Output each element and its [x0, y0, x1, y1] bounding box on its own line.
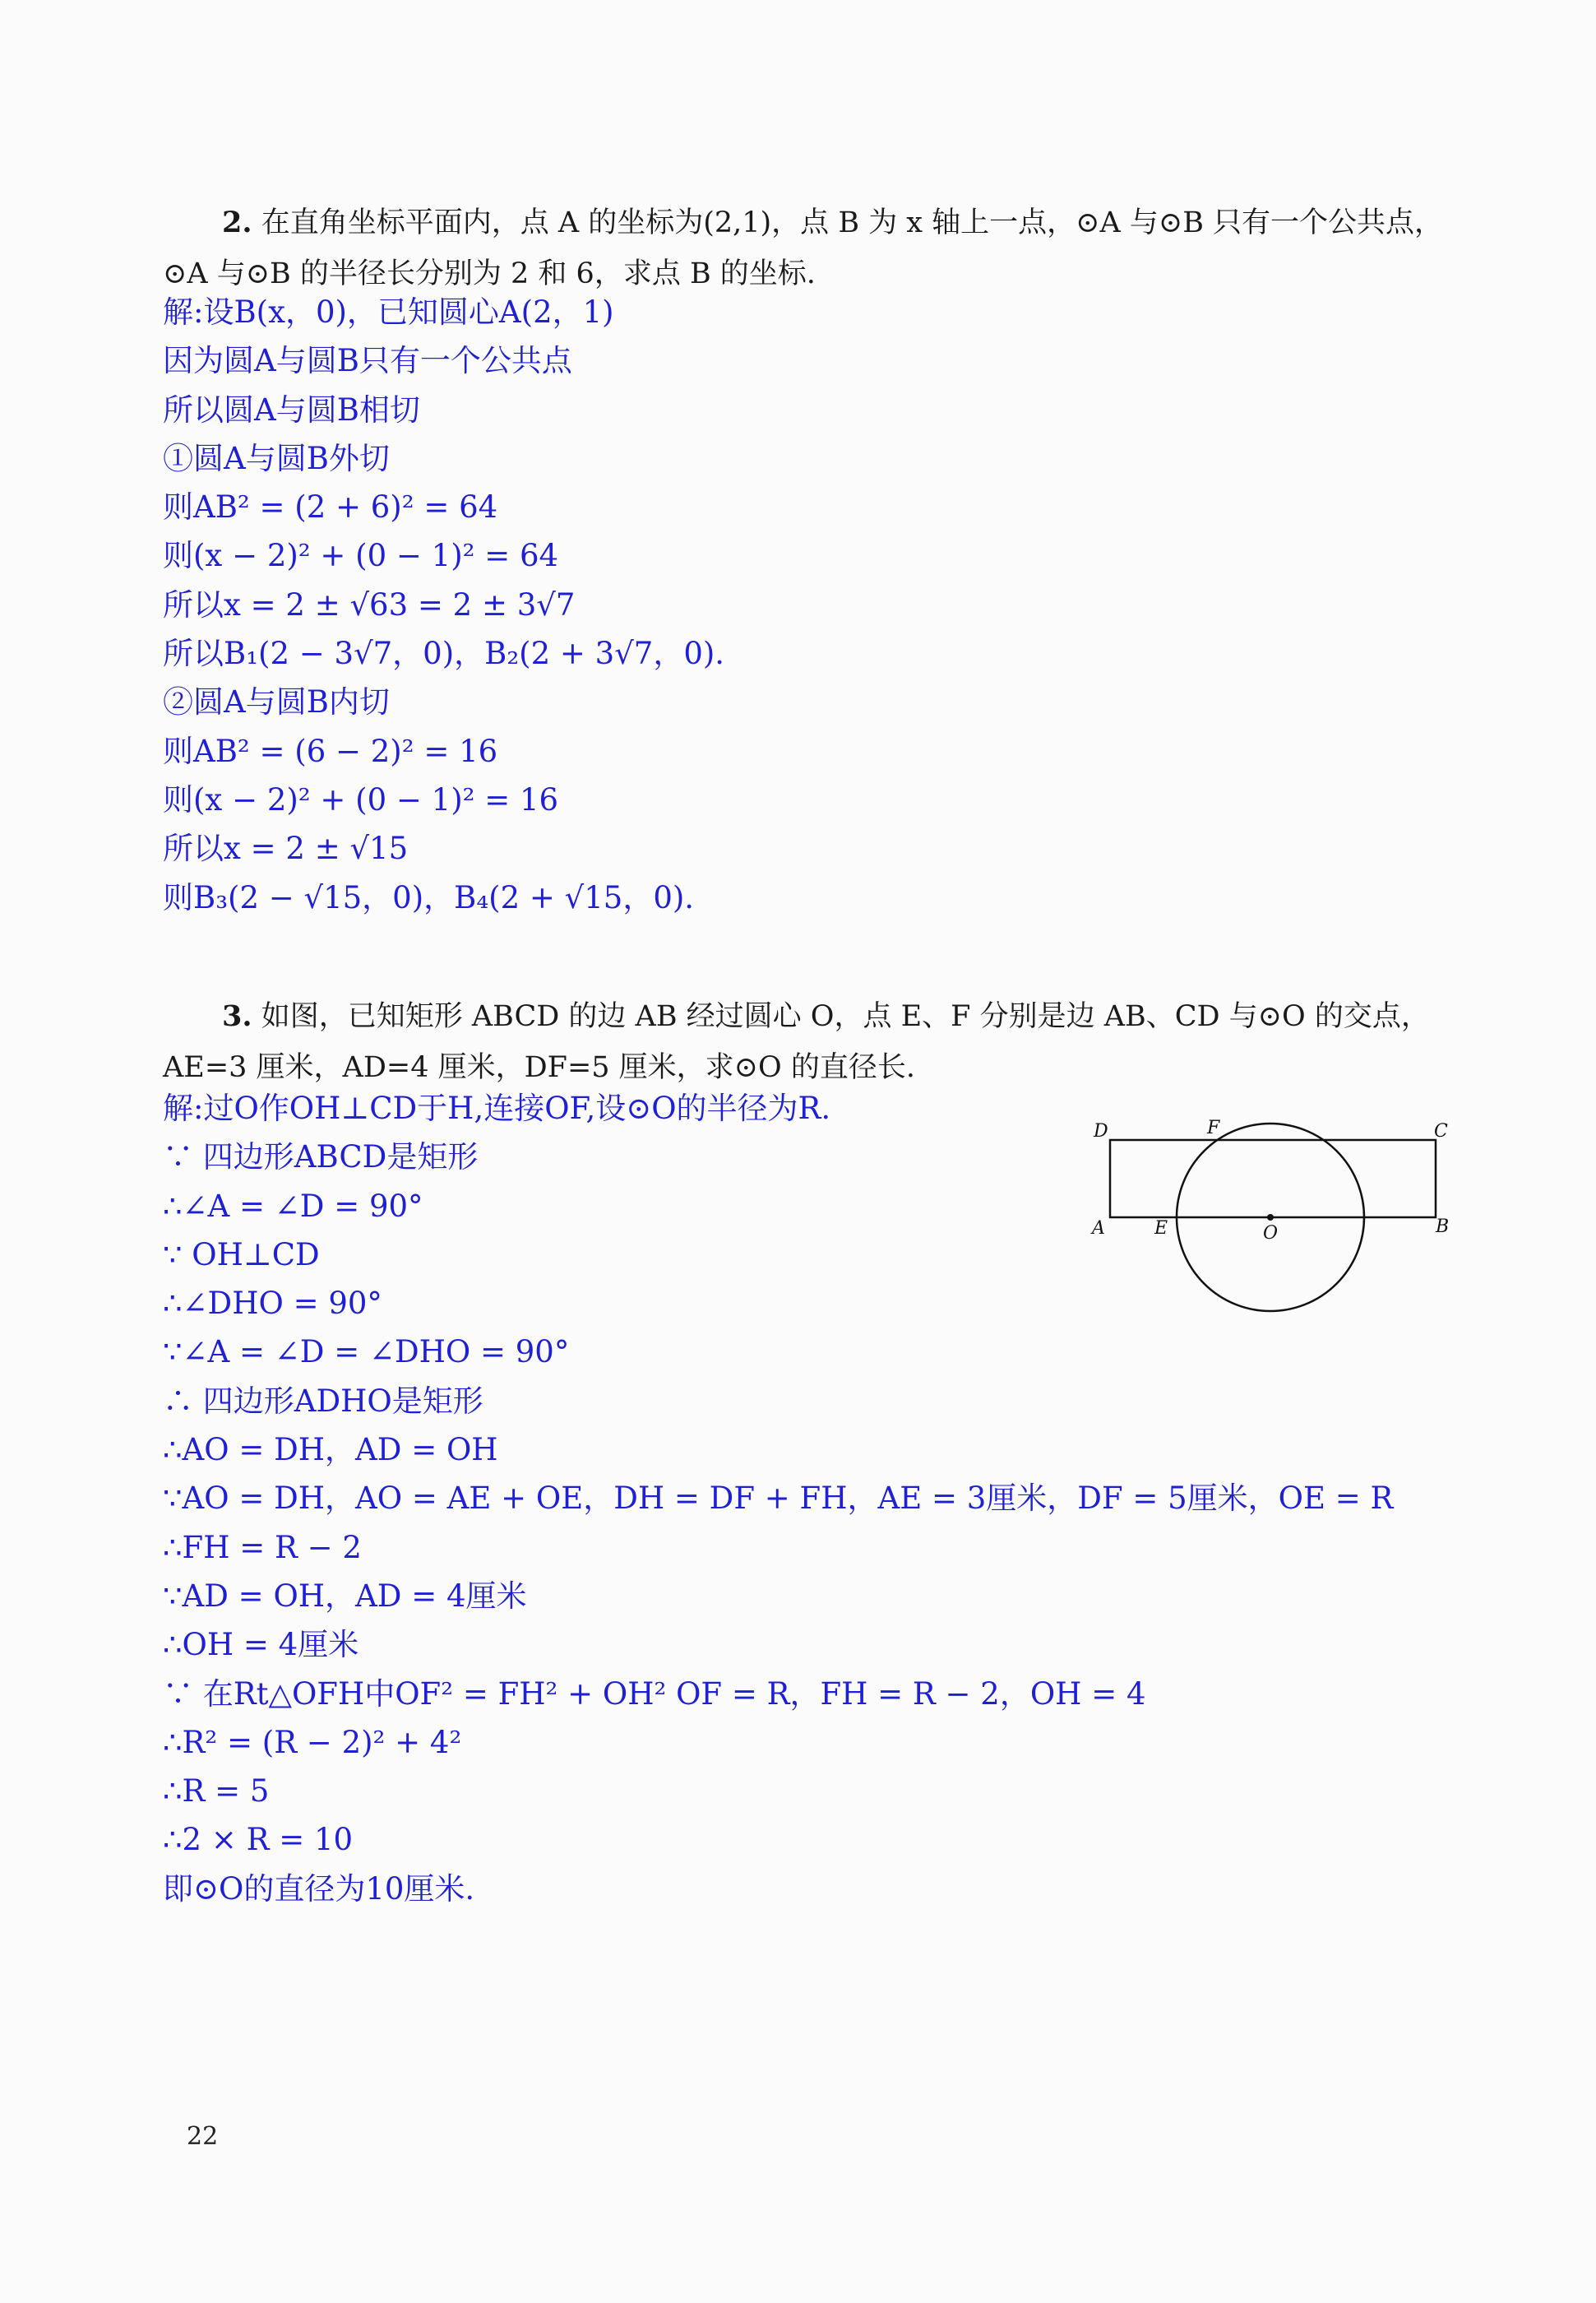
center-point-o [1267, 1214, 1274, 1221]
solution-2 [163, 288, 724, 922]
solution-3-line: ∴FH = R − 2 [163, 1529, 362, 1565]
solution-3-line: ∵ OH⊥CD [163, 1236, 320, 1272]
solution-2-line: 则AB² = (6 − 2)² = 16 [163, 733, 498, 769]
solution-2-line: 所以B₁(2 − 3√7，0)，B₂(2 + 3√7，0). [163, 636, 725, 672]
solution-3-line: ∵∠A = ∠D = ∠DHO = 90° [163, 1334, 570, 1370]
question-3-number: 3. [222, 999, 252, 1033]
solution-3-line: ∴R = 5 [163, 1773, 270, 1810]
question-2-number: 2. [222, 206, 252, 239]
solution-2-line: 所以圆A与圆B相切 [163, 392, 420, 428]
solution-2-line: 所以x = 2 ± √63 = 2 ± 3√7 [163, 586, 576, 623]
solution-3-line: ∴AO = DH，AD = OH [163, 1432, 498, 1468]
solution-3-line: ∵AO = DH，AO = AE + OE，DH = DF + FH，AE = 3厘米，DF = 5厘米，OE = R [163, 1480, 1394, 1517]
rectangle-abcd [1110, 1140, 1436, 1217]
label-b: B [1436, 1216, 1450, 1237]
label-o: O [1263, 1223, 1279, 1244]
solution-3-line: ∴∠DHO = 90° [163, 1286, 382, 1322]
solution-2-line: ②圆A与圆B内切 [163, 684, 390, 721]
solution-3-line: ∴∠A = ∠D = 90° [163, 1188, 423, 1224]
label-f: F [1207, 1118, 1220, 1138]
question-2-text: 在直角坐标平面内，点 A 的坐标为(2,1)，点 B 为 x 轴上一点，⊙A 与⊙B 只有一个公共点，⊙A 与⊙B 的半径长分别为 2 和 6，求点 B 的坐标. [163, 206, 1444, 290]
solution-3-line: ∴R² = (R − 2)² + 4² [163, 1724, 462, 1760]
geometry-figure [1084, 1109, 1470, 1323]
solution-3-line: ∵AD = OH，AD = 4厘米 [163, 1578, 527, 1614]
page-number: 22 [187, 2122, 219, 2151]
solution-2-line: 则B₃(2 − √15，0)，B₄(2 + √15，0). [163, 879, 695, 915]
solution-3-line: 即⊙O的直径为10厘米. [163, 1870, 475, 1907]
question-2 [163, 197, 1462, 299]
solution-2-line: 则AB² = (2 + 6)² = 64 [163, 489, 498, 526]
solution-2-line: 因为圆A与圆B只有一个公共点 [163, 343, 572, 379]
solution-3-line: ∵ 四边形ABCD是矩形 [163, 1139, 479, 1175]
question-3-text: 如图，已知矩形 ABCD 的边 AB 经过圆心 O，点 E、F 分别是边 AB、CD 与⊙O 的交点，AE=3 厘米，AD=4 厘米，DF=5 厘米，求⊙O 的直径长. [163, 1000, 1430, 1084]
label-d: D [1094, 1121, 1108, 1142]
solution-2-line: 则(x − 2)² + (0 − 1)² = 16 [163, 781, 559, 818]
label-e: E [1154, 1218, 1168, 1239]
solution-2-line: 解:设B(x，0)，已知圆心A(2，1) [163, 294, 614, 330]
solution-3-line: ∵ 在Rt△OFH中OF² = FH² + OH² OF = R，FH = R − 2，OH = 4 [163, 1675, 1146, 1712]
solution-2-line: 所以x = 2 ± √15 [163, 831, 409, 867]
solution-3-line: 解:过O作OH⊥CD于H,连接OF,设⊙O的半径为R. [163, 1091, 831, 1126]
solution-2-line: 则(x − 2)² + (0 − 1)² = 64 [163, 538, 559, 574]
solution-3-line: ∴ 四边形ADHO是矩形 [163, 1383, 483, 1419]
label-c: C [1434, 1121, 1448, 1142]
solution-2-line: ①圆A与圆B外切 [163, 440, 390, 476]
label-a: A [1092, 1218, 1105, 1239]
solution-3-line: ∴2 × R = 10 [163, 1822, 354, 1858]
question-3 [163, 991, 1462, 1093]
solution-3-line: ∴OH = 4厘米 [163, 1627, 359, 1663]
